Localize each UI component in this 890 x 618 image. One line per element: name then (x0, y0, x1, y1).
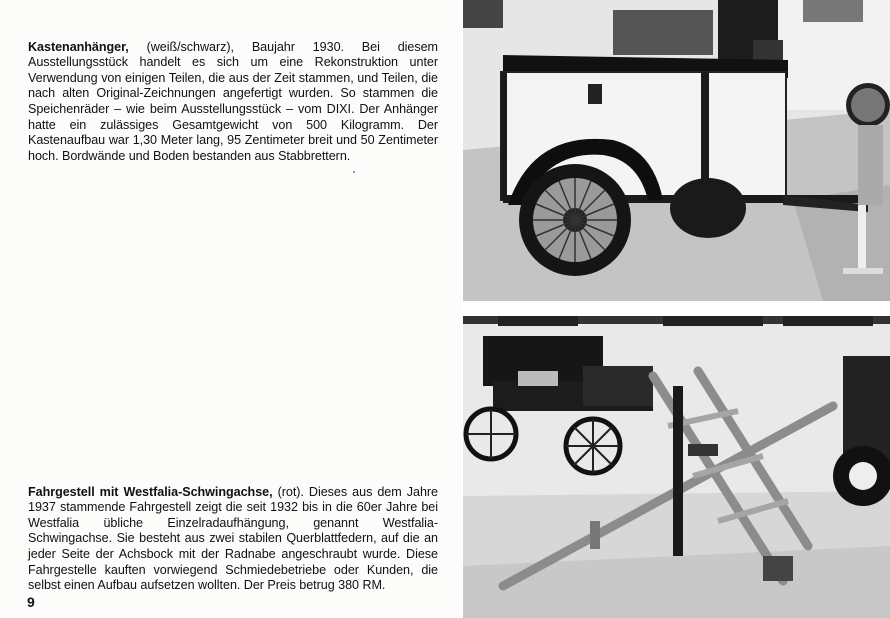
photo-box-trailer (463, 0, 890, 301)
paragraph-fahrgestell (28, 485, 438, 594)
page-number: 9 (27, 594, 35, 610)
heading-fahrgestell: Fahrgestell mit Westfalia-Schwingachse, (28, 484, 273, 499)
photo-westfalia-chassis (463, 316, 890, 618)
body-kastenanhaenger: (weiß/schwarz), Baujahr 1930. Bei diesem Ausstellungsstück handelt es sich um eine Rekonstruktion unter Verwendung von einigen Teilen, die aus der Zeit stammen, und Teilen, die nach alten Original-Zeichnungen angefertigt wurden. So stammen die Speichenräder – wie beim Ausstellungsstück – vom DIXI. Der Anhänger hatte ein zulässiges Gesamtgewicht von 500 Kilogramm. Der Kastenaufbau war 1,30 Meter lang, 95 Zentimeter breit und 50 Zentimeter hoch. Bordwände und Boden bestanden aus Stabbrettern. (28, 39, 438, 163)
print-speck (353, 171, 355, 173)
chassis-illustration (463, 316, 890, 618)
body-fahrgestell: (rot). Dieses aus dem Jahre 1937 stammende Fahrgestell zeigt die seit 1932 bis in die 60er Jahre bei Westfalia übliche Einzelradaufhängung, genannt Westfalia-Schwingachse. Sie besteht aus zwei stabilen Querblattfedern, auf die an jeder Seite der Achsbock mit der Radnabe angeschraubt wurde. Diese Fahrgestelle kauften vorwiegend Schmiedebetriebe oder Kunden, die selbst einen Aufbau aufsetzen wollten. Der Preis betrug 380 RM. (28, 484, 438, 593)
paragraph-kastenanhaenger (28, 40, 438, 165)
heading-kastenanhaenger: Kastenanhänger, (28, 39, 129, 54)
box-trailer-illustration (463, 0, 890, 301)
